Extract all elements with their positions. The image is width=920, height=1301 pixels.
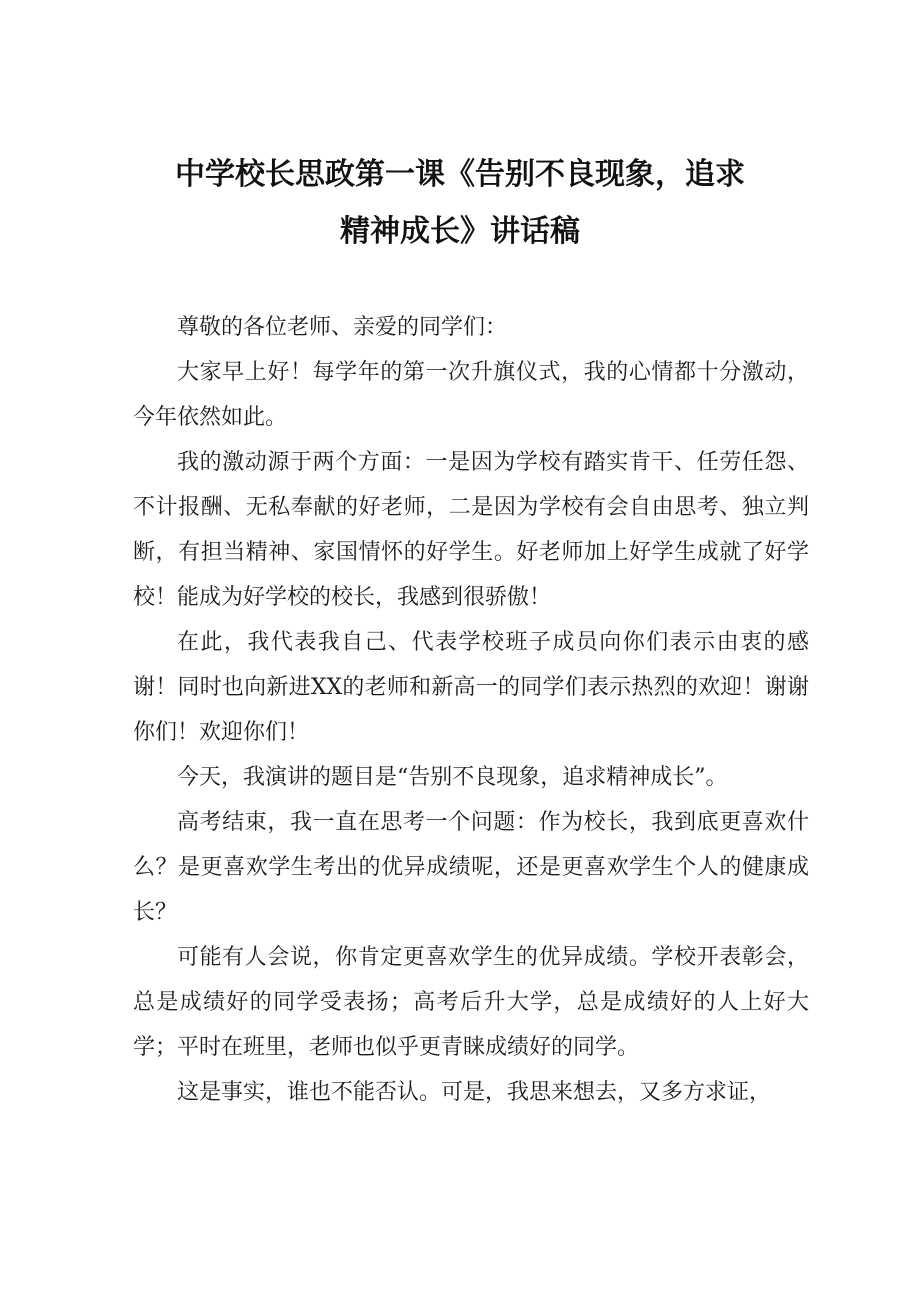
paragraph: 我的激动源于两个方面：一是因为学校有踏实肯干、任劳任怨、不计报酬、无私奉献的好老师，二是因为学校有会自由思考、独立判断，有担当精神、家国情怀的好学生。好老师加上好学生成就了好学校！能成为好学校的校长，我感到很骄傲！ — [133, 450, 809, 610]
paragraph: 大家早上好！每学年的第一次升旗仪式，我的心情都十分激动，今年依然如此。 — [133, 360, 809, 430]
document-title-line-1: 中学校长思政第一课《告别不良现象，追求 — [175, 157, 745, 192]
paragraph: 高考结束，我一直在思考一个问题：作为校长，我到底更喜欢什么？是更喜欢学生考出的优异成绩呢，还是更喜欢学生个人的健康成长？ — [133, 810, 809, 925]
document-title-line-2: 精神成长》讲话稿 — [340, 214, 580, 249]
paragraph-salutation: 尊敬的各位老师、亲爱的同学们： — [177, 315, 508, 340]
paragraph: 在此，我代表我自己、代表学校班子成员向你们表示由衷的感谢！同时也向新进XX的老师和新高一的同学们表示热烈的欢迎！谢谢你们！欢迎你们！ — [133, 630, 809, 745]
paragraph: 这是事实，谁也不能否认。可是，我思来想去，又多方求证， — [177, 1080, 772, 1105]
document-body — [133, 305, 809, 1115]
paragraph: 可能有人会说，你肯定更喜欢学生的优异成绩。学校开表彰会，总是成绩好的同学受表扬；高考后升大学，总是成绩好的人上好大学；平时在班里，老师也似乎更青睐成绩好的同学。 — [133, 945, 809, 1060]
paragraph: 今天，我演讲的题目是“告别不良现象，追求精神成长”。 — [177, 765, 728, 790]
